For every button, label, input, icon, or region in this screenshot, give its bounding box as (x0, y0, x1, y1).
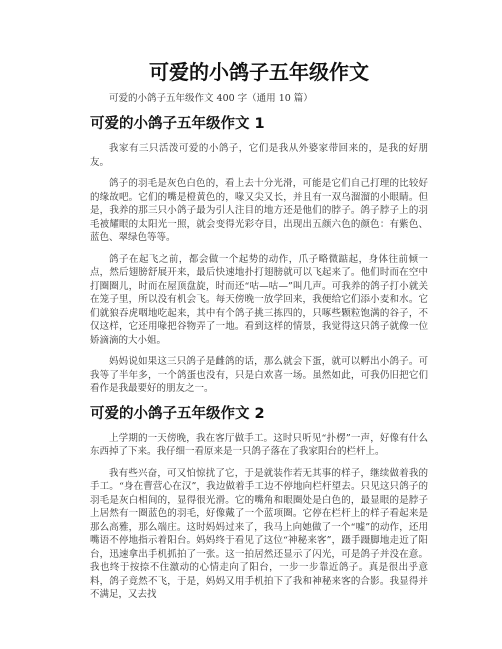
section-1 (90, 114, 428, 396)
document-subtitle: 可爱的小鸽子五年级作文 400 字（通用 10 篇） (109, 93, 313, 104)
paragraph: 妈妈说如果这三只鸽子是雌鸽的话，那么就会下蛋，就可以孵出小鸽子。可我等了半年多，一个鸽蛋也没有，只是白欢喜一场。虽然如此，可我仍旧把它们看作是我最要好的朋友之一。 (90, 356, 428, 394)
document-title: 可爱的小鸽子五年级作文 (149, 60, 369, 84)
paragraph: 鸽子的羽毛是灰色白色的，看上去十分光滑，可能是它们自己打理的比较好的缘故吧。它们的嘴是橙黄色的，喙又尖又长，并且有一双乌溜溜的小眼睛。但是，我养的那三只小鸽子最为引人注目的地方还是他们的脖子。鸽子脖子上的羽毛被耀眼的太阳光一照，就会变得光彩夺目，出现出五颜六色的颜色：有紫色、蓝色、翠绿色等等。 (90, 178, 428, 243)
paragraph: 上学期的一天傍晚，我在客厅做手工。这时只听见“扑楞”一声，好像有什么东西掉了下来。我仔细一看原来是一只鸽子落在了我家阳台的栏杆上。 (90, 432, 428, 457)
section-2 (90, 404, 428, 602)
paragraph: 我有些兴奋，可又怕惊扰了它，于是就装作若无其事的样子，继续做着我的手工。“身在曹营心在汉”，我边做着手工边不停地向栏杆望去。只见这只鸽子的羽毛是灰白相间的，显得很光滑。它的嘴角和眼圈处是白色的，最显眼的是脖子上居然有一圈蓝色的羽毛，好像戴了一个蓝项圈。它停在栏杆上的样子看起来是那么高雅，那么端庄。这时妈妈过来了，我马上向她做了一个“嘘”的动作，还用嘴语不停地指示着阳台。妈妈终于看见了这位“神秘来客”，蹑手蹑脚地走近了阳台，迅速拿出手机抓拍了一张。这一拍居然还显示了闪光，可是鸽子并没在意。我也终于按捺不住激动的心情走向了阳台，一步一步靠近鸽子。真是很出乎意料，鸽子竟然不飞，于是，妈妈又用手机拍下了我和神秘来客的合影。我显得并不满足，又去找 (90, 467, 428, 600)
paragraph: 我家有三只活泼可爱的小鸽子，它们是我从外婆家带回来的，是我的好朋友。 (90, 143, 428, 168)
section-heading: 可爱的小鸽子五年级作文 2 (90, 405, 265, 422)
section-heading: 可爱的小鸽子五年级作文 1 (90, 116, 265, 132)
paragraph: 鸽子在起飞之前，都会做一个起势的动作，爪子略微踮起，身体往前倾一点，然后翅膀舒展开来，最后快速地扑打翅膀就可以飞起来了。他们时而在空中打圈圈儿，时而在屋顶盘旋，时而还“咕—咕—”叫几声。可我养的鸽子打小就关在笼子里，所以没有机会飞。每天傍晚一放学回来，我便给它们添小麦和水。它们就狼吞虎咽地吃起来，其中有个鸽子挑三拣四的，只啄些颗粒饱满的谷子，不仅这样，它还用喙把谷物弄了一地。看到这样的情景，我觉得这只鸽子就像一位娇滴滴的大小姐。 (90, 253, 428, 346)
